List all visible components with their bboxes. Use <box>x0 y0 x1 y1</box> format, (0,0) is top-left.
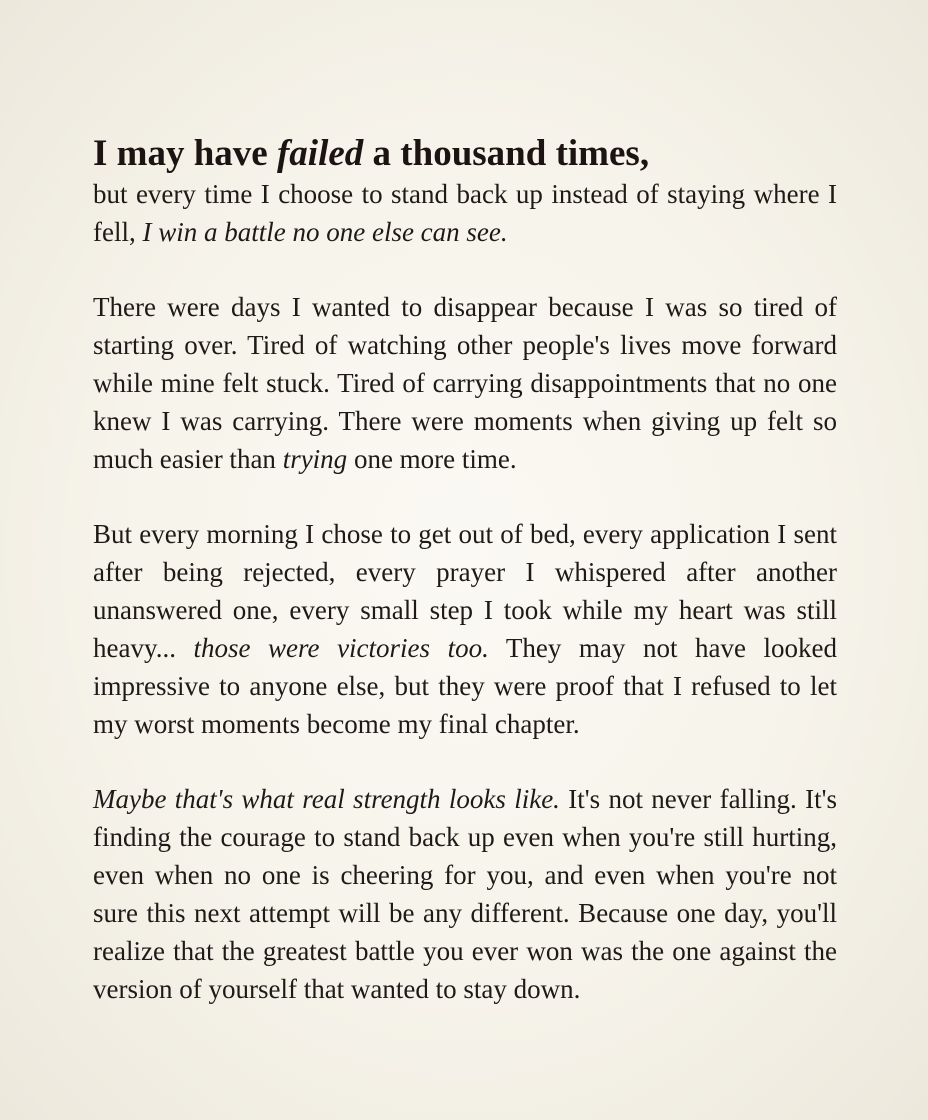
paragraph-3-text-start: But every morning I chose to get out of bed, every application I sent after being rejected, every prayer I whispered after another unanswered one, every small step I took while my heart was still heavy... <box>93 519 837 663</box>
paragraph-1 <box>93 175 837 251</box>
heading <box>93 130 837 178</box>
heading-emphasis: failed <box>276 133 364 174</box>
paragraph-1-text: but every time I choose to stand back up instead of staying where I fell, <box>93 179 837 247</box>
paragraph-2-text-end: one more time. <box>347 444 517 474</box>
paragraph-3 <box>93 515 837 743</box>
paragraph-3-text-end: They may not have looked impressive to anyone else, but they were proof that I refused to let my worst moments become my final chapter. <box>93 633 837 739</box>
paragraph-4-text: It's not never falling. It's finding the courage to stand back up even when you're still hurting, even when no one is cheering for you, and even when you're not sure this next attempt will be any different. Because one day, you'll realize that the greatest battle you ever won was the one against the version of yourself that wanted to stay down. <box>93 784 837 1004</box>
heading-text-start: I may have <box>93 133 277 174</box>
paragraph-2-text-start: There were days I wanted to disappear because I was so tired of starting over. Tired of watching other people's lives move forward while mine felt stuck. Tired of carrying disappointments that no one knew I was carrying. There were moments when giving up felt so much easier than <box>93 292 837 474</box>
paragraph-2 <box>93 288 837 478</box>
paragraph-2-emphasis: trying <box>282 444 348 474</box>
paragraph-3-emphasis: those were victories too. <box>193 633 489 663</box>
paragraph-4 <box>93 780 837 1008</box>
paragraph-1-emphasis: I win a battle no one else can see. <box>142 217 508 247</box>
quote-document <box>93 130 837 1008</box>
heading-text-end: a thousand times, <box>363 133 650 174</box>
paragraph-4-emphasis: Maybe that's what real strength looks like. <box>93 784 560 814</box>
